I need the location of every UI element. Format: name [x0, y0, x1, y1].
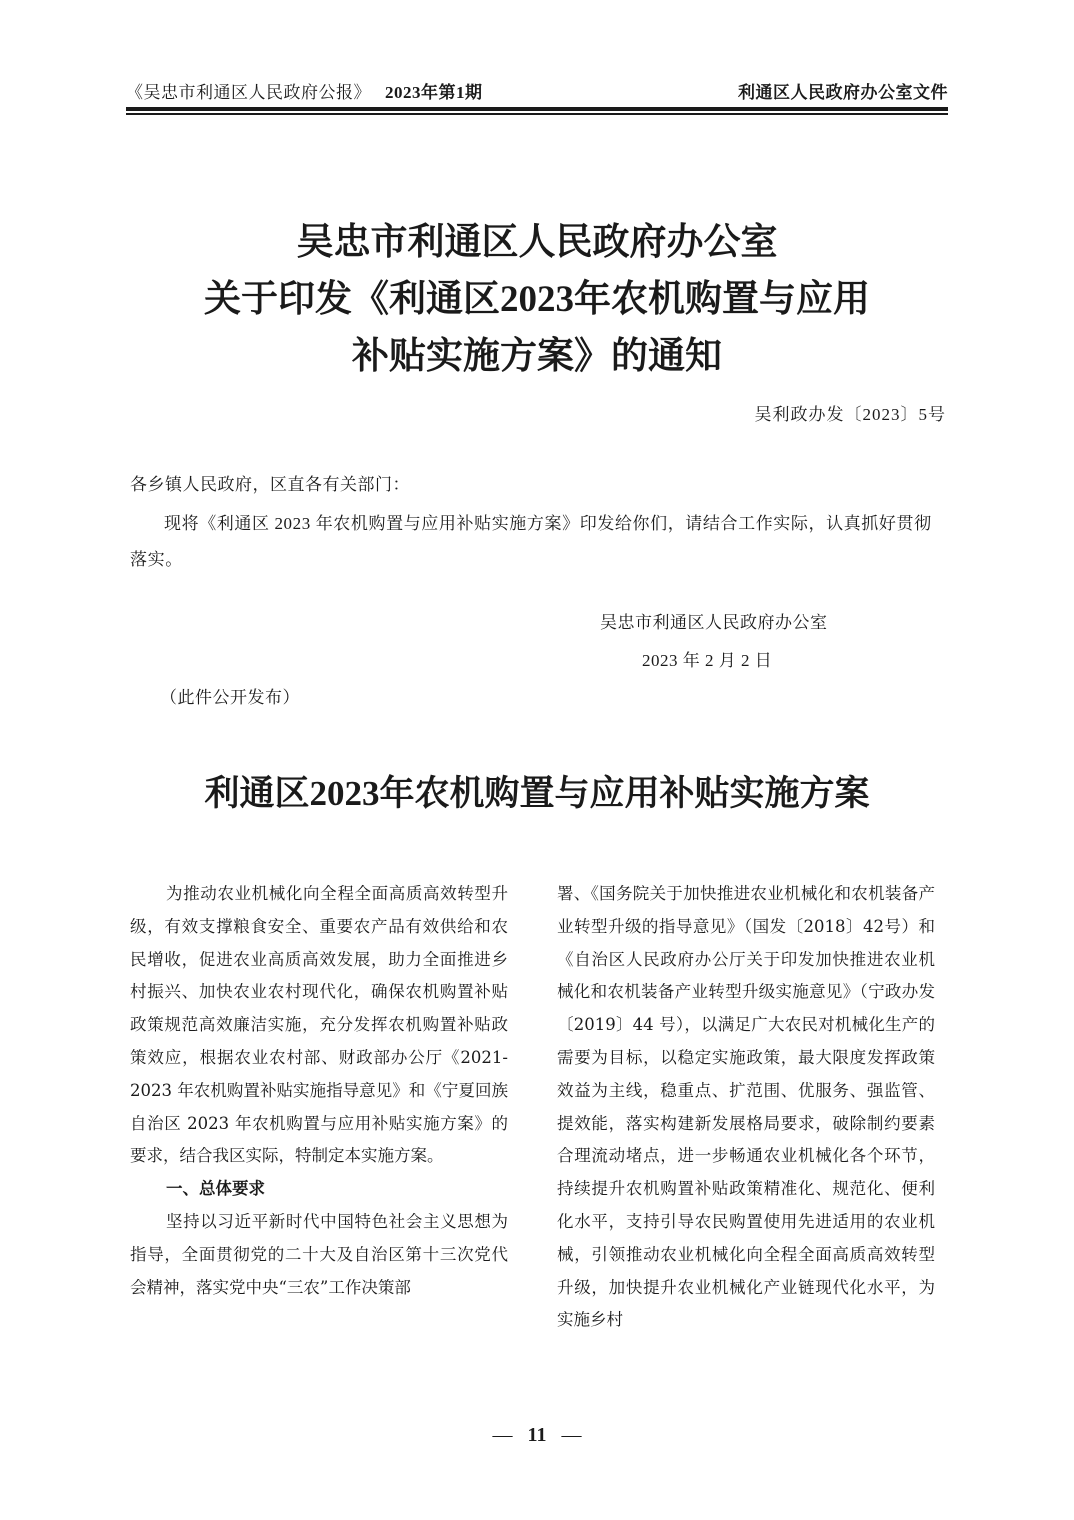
page-number: 11 [527, 1424, 547, 1446]
notice-title-line: 吴忠市利通区人民政府办公室 [296, 222, 778, 263]
page-footer [0, 1424, 1074, 1447]
running-header [126, 78, 948, 102]
left-column [130, 878, 508, 1304]
publication-name: 《吴忠市利通区人民政府公报》 [126, 83, 371, 102]
notice-title-line: 补贴实施方案》的通知 [352, 336, 722, 377]
section-paragraph: 坚持以习近平新时代中国特色社会主义思想为指导，全面贯彻党的二十大及自治区第十三次党代会精神，落实党中央“三农”工作决策部 [130, 1211, 508, 1297]
publication-note: （此件公开发布） [160, 688, 300, 707]
right-column [557, 878, 935, 1337]
notice-body: 现将《利通区 2023 年农机购置与应用补贴实施方案》印发给你们，请结合工作实际，认真抓好贯彻落实。 [130, 514, 932, 569]
signature-organization: 吴忠市利通区人民政府办公室 [600, 613, 828, 632]
header-rule-thick [126, 107, 948, 111]
notice-title-line: 关于印发《利通区2023年农机购置与应用 [204, 279, 870, 320]
footer-dash-left: — [492, 1424, 513, 1446]
running-header-section: 利通区人民政府办公室文件 [738, 83, 948, 102]
running-header-left [126, 78, 483, 103]
footer-dash-right: — [561, 1424, 582, 1446]
header-rule-thin [126, 113, 948, 115]
intro-paragraph: 为推动农业机械化向全程全面高质高效转型升级，有效支撑粮食安全、重要农产品有效供给和农民增收，促进农业高质高效发展，助力全面推进乡村振兴、加快农业农村现代化，确保农机购置补贴政策规范高效廉洁实施，充分发挥农机购置补贴政策效应，根据农业农村部、财政部办公厅《2021-2023 年农机购置补贴实施指导意见》和《宁夏回族自治区 2023 年农机购置与应用补贴实施方案》的要求，结合我区实际，特制定本实施方案。 [130, 884, 508, 1166]
document-number: 吴利政办发〔2023〕5号 [754, 405, 946, 424]
continuation-paragraph: 署、《国务院关于加快推进农业机械化和农机装备产业转型升级的指导意见》（国发〔2018〕42号）和《自治区人民政府办公厅关于印发加快推进农业机械化和农机装备产业转型升级实施意见》（宁政办发〔2019〕44 号），以满足广大农民对机械化生产的需要为目标，以稳定实施政策，最大限度发挥政策效益为主线，稳重点、扩范围、优服务、强监管、提效能，落实构建新发展格局要求，破除制约要素合理流动堵点，进一步畅通农业机械化各个环节，持续提升农机购置补贴政策精准化、规范化、便利化水平，支持引导农民购置使用先进适用的农业机械，引领推动农业机械化向全程全面高质高效转型升级，加快提升农业机械化产业链现代化水平，为实施乡村 [557, 884, 935, 1330]
plan-title: 利通区2023年农机购置与应用补贴实施方案 [204, 774, 870, 813]
notice-title [0, 214, 1074, 385]
issue-number: 2023年第1期 [385, 83, 483, 102]
signature-date: 2023 年 2 月 2 日 [642, 651, 773, 670]
section-heading: 一、总体要求 [166, 1179, 265, 1199]
salutation: 各乡镇人民政府，区直各有关部门： [130, 475, 410, 494]
